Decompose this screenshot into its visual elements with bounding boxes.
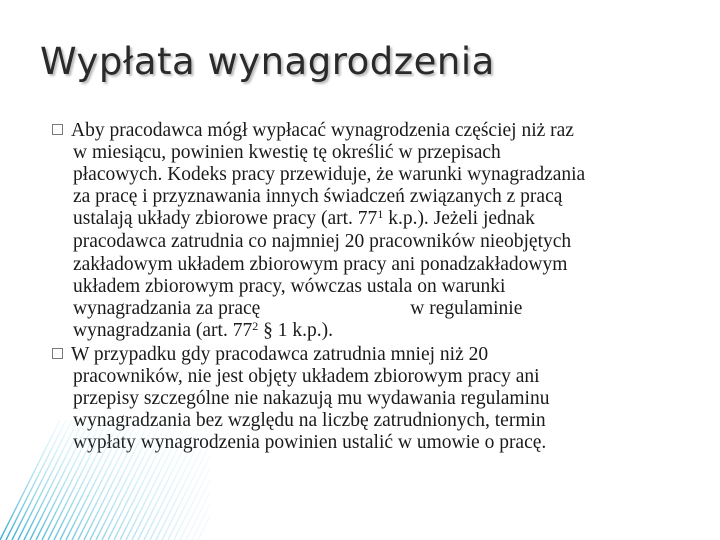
bullet-text: ustalają układy zbiorowe pracy (art. 77 [73,208,378,230]
bullet-line [52,344,692,366]
bullet-line: pracowników, nie jest objęty układem zbiorowym pracy ani [73,366,540,388]
bullet-text: W przypadku gdy pracodawca zatrudnia mniej niż 20 [71,344,489,365]
bullet-text: w regulaminie [410,297,523,319]
bullet-text: Aby pracodawca mógł wypłacać wynagrodzenia częściej niż raz [71,120,574,141]
bullet-line: wynagradzania bez względu na liczbę zatrudnionych, termin [73,410,546,432]
bullet-line: wypłaty wynagrodzenia powinien ustalić w umowie o pracę. [73,432,547,454]
checkbox-outline-icon [52,348,63,359]
bullet-line: pracodawca zatrudnia co najmniej 20 pracowników nieobjętych [73,231,572,253]
bullet-text: § 1 k.p.). [263,319,333,341]
bullet-line [52,208,692,231]
bullet-text: wynagradzania (art. 77 [73,319,253,341]
bullet-line: płacowych. Kodeks pracy przewiduje, że warunki wynagradzania [73,164,586,186]
slide-title: Wypłata wynagrodzenia [40,40,495,83]
corner-diagonal-lines-icon [0,420,210,540]
bullet-line: układem zbiorowym pracy, wówczas ustala on warunki [73,275,506,297]
bullet-line: przepisy szczególne nie nakazują mu wydawania regulaminu [73,388,550,410]
bullet-item-1 [52,120,692,343]
bullet-line: za pracę i przyznawania innych świadczeń związanych z pracą [73,186,563,208]
bullet-line: zakładowym układem zbiorowym pracy ani ponadzakładowym [73,253,568,275]
superscript: 2 [252,318,259,333]
checkbox-outline-icon [52,124,63,135]
bullet-text: wynagradzania za pracę [73,297,261,319]
bullet-line [52,120,692,142]
bullet-line [52,320,692,343]
bullet-line [52,298,692,320]
superscript: 1 [377,207,384,222]
bullet-text: k.p.). Jeżeli jednak [388,208,535,230]
bullet-line: w miesiącu, powinien kwestię tę określić w przepisach [73,142,501,164]
